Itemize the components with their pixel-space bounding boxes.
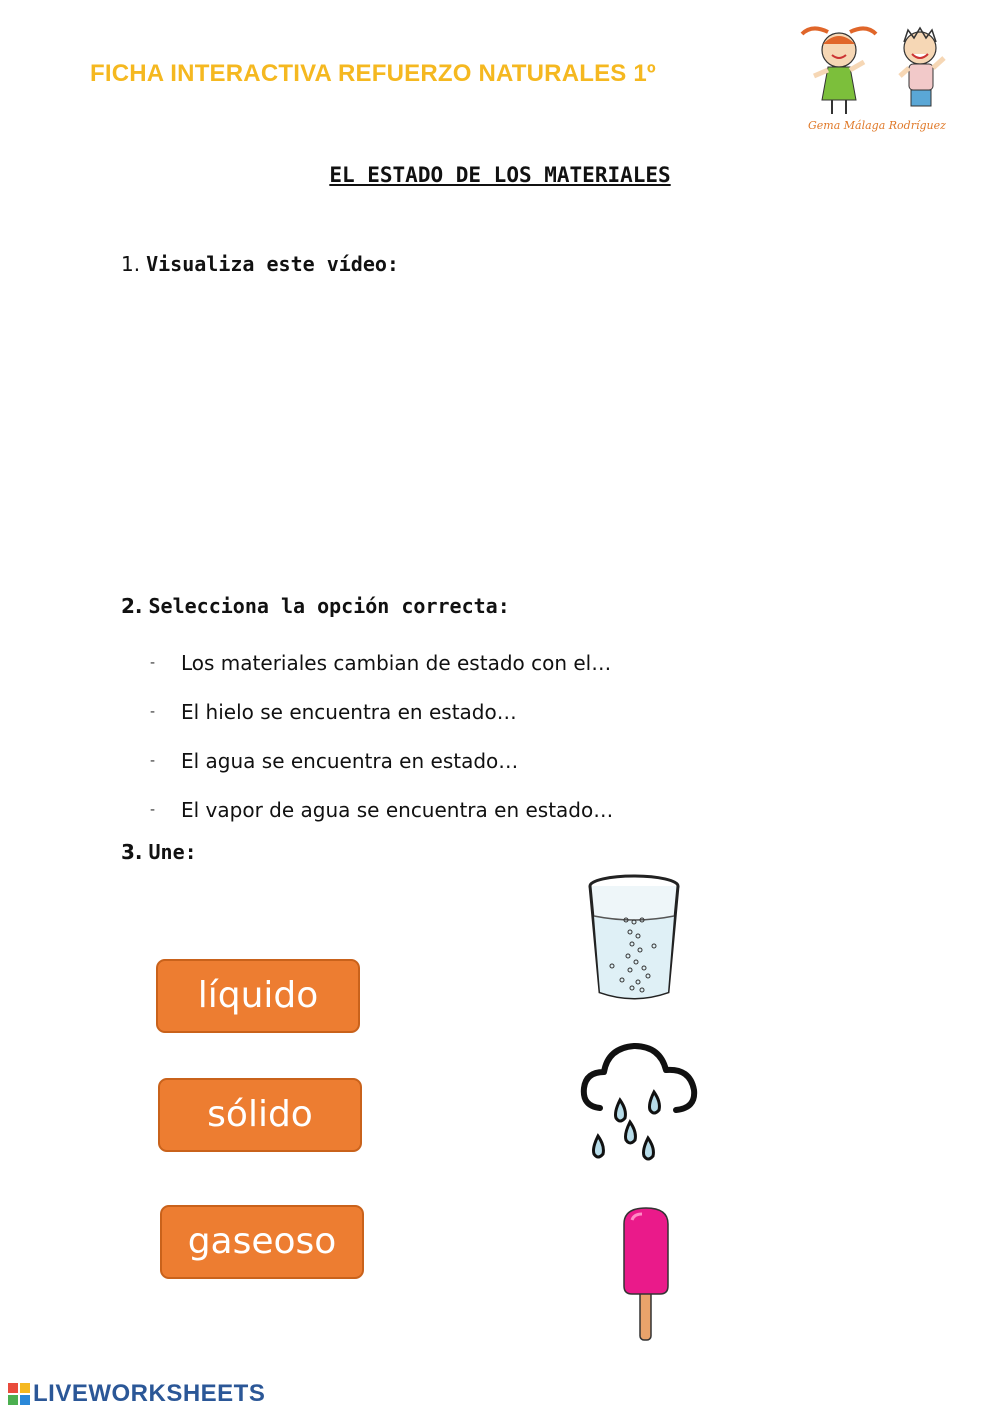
question-text: El vapor de agua se encuentra en estado… <box>181 797 614 822</box>
rain-cloud-icon[interactable] <box>578 1038 702 1170</box>
list-item <box>150 736 613 785</box>
kids-logo-icon <box>792 22 962 134</box>
footer-logo[interactable] <box>8 1380 265 1408</box>
dash-bullet: - <box>150 703 156 720</box>
section-3-heading <box>121 840 197 864</box>
header-title: FICHA INTERACTIVA REFUERZO NATURALES 1º <box>90 60 656 87</box>
video-placeholder[interactable] <box>150 290 850 560</box>
list-item <box>150 638 613 687</box>
section-1-text: Visualiza este vídeo: <box>146 252 399 276</box>
section-2-text: Selecciona la opción correcta: <box>148 594 510 618</box>
option-solido[interactable]: sólido <box>158 1078 362 1152</box>
question-text: Los materiales cambian de estado con el… <box>181 650 612 675</box>
popsicle-icon[interactable] <box>618 1206 674 1342</box>
question-text: El hielo se encuentra en estado… <box>181 699 517 724</box>
section-1-number: 1. <box>121 252 141 276</box>
list-item <box>150 687 613 736</box>
section-2-number: 2. <box>121 594 143 618</box>
section-3-number: 3. <box>121 840 143 864</box>
section-2-heading <box>121 594 510 618</box>
footer-brand: LIVEWORKSHEETS <box>33 1380 266 1407</box>
question-text: El agua se encuentra en estado… <box>181 748 519 773</box>
question-list <box>150 638 613 834</box>
page-title: EL ESTADO DE LOS MATERIALES <box>329 163 671 187</box>
dash-bullet: - <box>150 752 156 769</box>
liveworksheets-badge-icon <box>8 1383 30 1405</box>
dash-bullet: - <box>150 654 156 671</box>
option-gaseoso[interactable]: gaseoso <box>160 1205 364 1279</box>
glass-of-water-icon[interactable] <box>582 870 686 1006</box>
option-liquido[interactable]: líquido <box>156 959 360 1033</box>
section-1-heading <box>121 252 399 276</box>
list-item <box>150 785 613 834</box>
section-3-text: Une: <box>148 840 197 864</box>
logo-caption: Gema Málaga Rodríguez <box>808 119 946 132</box>
dash-bullet: - <box>150 801 156 818</box>
